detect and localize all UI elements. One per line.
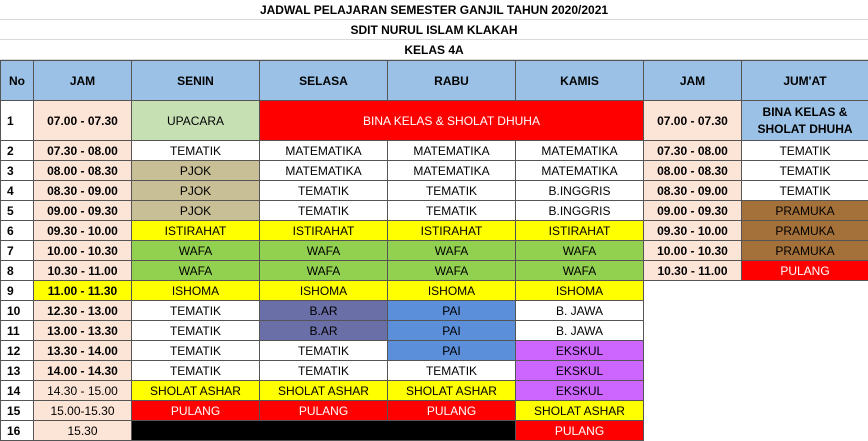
- row-no[interactable]: 1: [1, 101, 34, 141]
- row-no[interactable]: 10: [1, 301, 34, 321]
- jam-cell[interactable]: 09.00 - 09.30: [34, 201, 132, 221]
- row-no[interactable]: 8: [1, 261, 34, 281]
- empty-cell: [742, 321, 868, 341]
- jumat-cell[interactable]: TEMATIK: [742, 161, 868, 181]
- kamis-cell[interactable]: PULANG: [516, 421, 644, 441]
- kamis-cell[interactable]: MATEMATIKA: [516, 161, 644, 181]
- senin-cell[interactable]: ISTIRAHAT: [132, 221, 260, 241]
- table-row: [1, 161, 868, 181]
- selasa-cell[interactable]: ISHOMA: [260, 281, 388, 301]
- header-rabu[interactable]: RABU: [388, 61, 516, 101]
- rabu-cell[interactable]: TEMATIK: [388, 181, 516, 201]
- selasa-cell[interactable]: MATEMATIKA: [260, 161, 388, 181]
- rabu-cell[interactable]: TEMATIK: [388, 201, 516, 221]
- selasa-cell[interactable]: ISTIRAHAT: [260, 221, 388, 241]
- header-no[interactable]: No: [1, 61, 34, 101]
- table-row: [1, 381, 868, 401]
- table-row: [1, 301, 868, 321]
- senin-cell[interactable]: TEMATIK: [132, 361, 260, 381]
- kamis-cell[interactable]: B. JAWA: [516, 321, 644, 341]
- senin-cell[interactable]: TEMATIK: [132, 141, 260, 161]
- empty-cell: [644, 421, 742, 441]
- jam2-cell[interactable]: 08.00 - 08.30: [644, 161, 742, 181]
- header-selasa[interactable]: SELASA: [260, 61, 388, 101]
- selasa-cell[interactable]: MATEMATIKA: [260, 141, 388, 161]
- senin-cell[interactable]: PULANG: [132, 401, 260, 421]
- row-no[interactable]: 4: [1, 181, 34, 201]
- blackout-cell: [132, 421, 516, 441]
- jam-cell[interactable]: 08.00 - 08.30: [34, 161, 132, 181]
- kamis-cell[interactable]: SHOLAT ASHAR: [516, 401, 644, 421]
- jumat-cell[interactable]: PULANG: [742, 261, 868, 281]
- empty-cell: [644, 301, 742, 321]
- empty-cell: [644, 281, 742, 301]
- table-row: [1, 181, 868, 201]
- header-row: [1, 61, 868, 101]
- kamis-cell[interactable]: WAFA: [516, 261, 644, 281]
- jumat-cell[interactable]: PRAMUKA: [742, 201, 868, 221]
- kamis-cell[interactable]: MATEMATIKA: [516, 141, 644, 161]
- jam-cell[interactable]: 10.30 - 11.00: [34, 261, 132, 281]
- jam-cell[interactable]: 07.00 - 07.30: [34, 101, 132, 141]
- school-name: SDIT NURUL ISLAM KLAKAH: [0, 20, 868, 40]
- table-row: [1, 201, 868, 221]
- jam2-cell[interactable]: 07.00 - 07.30: [644, 101, 742, 141]
- row-no[interactable]: 16: [1, 421, 34, 441]
- selasa-cell[interactable]: WAFA: [260, 261, 388, 281]
- table-row: [1, 361, 868, 381]
- kamis-cell[interactable]: EKSKUL: [516, 361, 644, 381]
- row-no[interactable]: 12: [1, 341, 34, 361]
- jumat-cell[interactable]: TEMATIK: [742, 181, 868, 201]
- table-row: [1, 281, 868, 301]
- senin-cell[interactable]: TEMATIK: [132, 321, 260, 341]
- table-row: [1, 401, 868, 421]
- jam-cell[interactable]: 09.30 - 10.00: [34, 221, 132, 241]
- table-row: [1, 101, 868, 141]
- table-row: [1, 321, 868, 341]
- jam-cell[interactable]: 12.30 - 13.00: [34, 301, 132, 321]
- rabu-cell[interactable]: TEMATIK: [388, 361, 516, 381]
- empty-cell: [742, 341, 868, 361]
- empty-cell: [742, 401, 868, 421]
- table-row: [1, 261, 868, 281]
- jam-cell[interactable]: 08.30 - 09.00: [34, 181, 132, 201]
- jumat-cell[interactable]: PRAMUKA: [742, 221, 868, 241]
- table-row: [1, 341, 868, 361]
- header-jumat[interactable]: JUM'AT: [742, 61, 868, 101]
- jam-cell[interactable]: 10.00 - 10.30: [34, 241, 132, 261]
- kamis-cell[interactable]: EKSKUL: [516, 341, 644, 361]
- jam-cell[interactable]: 13.30 - 14.00: [34, 341, 132, 361]
- table-row: [1, 141, 868, 161]
- selasa-cell[interactable]: TEMATIK: [260, 361, 388, 381]
- senin-cell[interactable]: WAFA: [132, 241, 260, 261]
- senin-cell[interactable]: WAFA: [132, 261, 260, 281]
- rabu-cell[interactable]: PAI: [388, 341, 516, 361]
- empty-cell: [742, 421, 868, 441]
- senin-cell[interactable]: TEMATIK: [132, 341, 260, 361]
- rabu-cell[interactable]: PAI: [388, 301, 516, 321]
- jam-cell[interactable]: 14.00 - 14.30: [34, 361, 132, 381]
- row-no[interactable]: 6: [1, 221, 34, 241]
- empty-cell: [644, 321, 742, 341]
- empty-cell: [742, 301, 868, 321]
- header-jam[interactable]: JAM: [34, 61, 132, 101]
- table-row: [1, 241, 868, 261]
- jam-cell[interactable]: 15.00-15.30: [34, 401, 132, 421]
- senin-cell[interactable]: UPACARA: [132, 101, 260, 141]
- senin-cell[interactable]: PJOK: [132, 181, 260, 201]
- empty-cell: [742, 281, 868, 301]
- schedule-title: JADWAL PELAJARAN SEMESTER GANJIL TAHUN 2020/2021: [0, 0, 868, 20]
- selasa-cell[interactable]: B.AR: [260, 301, 388, 321]
- selasa-cell[interactable]: WAFA: [260, 241, 388, 261]
- header-senin[interactable]: SENIN: [132, 61, 260, 101]
- selasa-cell[interactable]: SHOLAT ASHAR: [260, 381, 388, 401]
- empty-cell: [644, 401, 742, 421]
- senin-cell[interactable]: PJOK: [132, 161, 260, 181]
- rabu-cell[interactable]: WAFA: [388, 261, 516, 281]
- jumat-cell[interactable]: PRAMUKA: [742, 241, 868, 261]
- empty-cell: [644, 361, 742, 381]
- rabu-cell[interactable]: SHOLAT ASHAR: [388, 381, 516, 401]
- jam-cell[interactable]: 07.30 - 08.00: [34, 141, 132, 161]
- rabu-cell[interactable]: PAI: [388, 321, 516, 341]
- header-jam-jumat[interactable]: JAM: [644, 61, 742, 101]
- jam-cell[interactable]: 13.00 - 13.30: [34, 321, 132, 341]
- schedule-table: [0, 60, 868, 441]
- selasa-cell[interactable]: TEMATIK: [260, 181, 388, 201]
- senin-cell[interactable]: ISHOMA: [132, 281, 260, 301]
- class-name: KELAS 4A: [0, 40, 868, 60]
- row-no[interactable]: 11: [1, 321, 34, 341]
- senin-cell[interactable]: SHOLAT ASHAR: [132, 381, 260, 401]
- rabu-cell[interactable]: ISTIRAHAT: [388, 221, 516, 241]
- rabu-cell[interactable]: MATEMATIKA: [388, 141, 516, 161]
- selasa-cell[interactable]: B.AR: [260, 321, 388, 341]
- rabu-cell[interactable]: ISHOMA: [388, 281, 516, 301]
- senin-cell[interactable]: TEMATIK: [132, 301, 260, 321]
- kamis-cell[interactable]: B. JAWA: [516, 301, 644, 321]
- jam2-cell[interactable]: 09.30 - 10.00: [644, 221, 742, 241]
- row-no[interactable]: 13: [1, 361, 34, 381]
- jam-cell[interactable]: 14.30 - 15.00: [34, 381, 132, 401]
- header-kamis[interactable]: KAMIS: [516, 61, 644, 101]
- table-row: [1, 221, 868, 241]
- senin-cell[interactable]: PJOK: [132, 201, 260, 221]
- empty-cell: [644, 381, 742, 401]
- kamis-cell[interactable]: ISTIRAHAT: [516, 221, 644, 241]
- selasa-cell[interactable]: TEMATIK: [260, 201, 388, 221]
- jam2-cell[interactable]: 09.00 - 09.30: [644, 201, 742, 221]
- row-no[interactable]: 5: [1, 201, 34, 221]
- row-no[interactable]: 14: [1, 381, 34, 401]
- rabu-cell[interactable]: MATEMATIKA: [388, 161, 516, 181]
- kamis-cell[interactable]: ISHOMA: [516, 281, 644, 301]
- row-no[interactable]: 7: [1, 241, 34, 261]
- jam2-cell[interactable]: 10.30 - 11.00: [644, 261, 742, 281]
- kamis-cell[interactable]: WAFA: [516, 241, 644, 261]
- row-no[interactable]: 2: [1, 141, 34, 161]
- jumat-cell[interactable]: TEMATIK: [742, 141, 868, 161]
- selasa-cell[interactable]: PULANG: [260, 401, 388, 421]
- table-row: [1, 421, 868, 441]
- row-no[interactable]: 9: [1, 281, 34, 301]
- rabu-cell[interactable]: PULANG: [388, 401, 516, 421]
- jam-cell[interactable]: 11.00 - 11.30: [34, 281, 132, 301]
- merged-activity-cell[interactable]: BINA KELAS & SHOLAT DHUHA: [260, 101, 644, 141]
- jam2-cell[interactable]: 07.30 - 08.00: [644, 141, 742, 161]
- kamis-cell[interactable]: B.INGGRIS: [516, 181, 644, 201]
- jam2-cell[interactable]: 08.30 - 09.00: [644, 181, 742, 201]
- kamis-cell[interactable]: B.INGGRIS: [516, 201, 644, 221]
- selasa-cell[interactable]: TEMATIK: [260, 341, 388, 361]
- empty-cell: [742, 361, 868, 381]
- jam2-cell[interactable]: 10.00 - 10.30: [644, 241, 742, 261]
- jam-cell[interactable]: 15.30: [34, 421, 132, 441]
- row-no[interactable]: 3: [1, 161, 34, 181]
- jumat-cell[interactable]: BINA KELAS & SHOLAT DHUHA: [742, 101, 868, 141]
- empty-cell: [742, 381, 868, 401]
- row-no[interactable]: 15: [1, 401, 34, 421]
- empty-cell: [644, 341, 742, 361]
- rabu-cell[interactable]: WAFA: [388, 241, 516, 261]
- kamis-cell[interactable]: EKSKUL: [516, 381, 644, 401]
